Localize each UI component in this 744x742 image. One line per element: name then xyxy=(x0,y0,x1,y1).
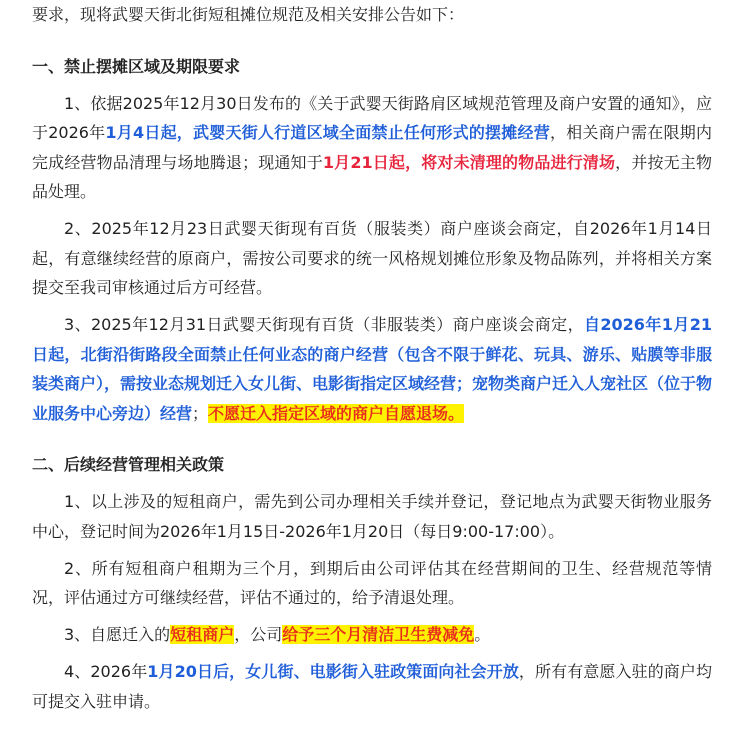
paragraph xyxy=(32,214,712,303)
text-run: ，并按无主物品处理。 xyxy=(32,152,712,201)
highlighted-text: 给予三个月清洁卫生费减免 xyxy=(282,625,475,644)
section-heading xyxy=(32,450,712,480)
emphasis-blue-text: 1月4日起，武婴天街人行道区域全面禁止任何形式的摆摊经营 xyxy=(105,123,550,142)
emphasis-red-text: 1月21日起，将对未清理的物品进行清场 xyxy=(322,152,616,172)
highlighted-text: 不愿迁入指定区域的商户自愿退场。 xyxy=(208,403,465,423)
text-run: ，相关商户需在限期内完成经营物品清理与场地腾退；现通知于 xyxy=(32,123,712,172)
text-run: 1、依据2025年12月30日发布的《关于武婴天街路肩区域规范管理及商户安置的通知》，应于2026年 xyxy=(32,93,712,142)
text-run: 要求，现将武婴天街北街短租摊位规范及相关安排公告如下： xyxy=(32,5,465,24)
text-run: 二、后续经营管理相关政策 xyxy=(32,455,225,474)
paragraph xyxy=(32,657,712,716)
text-run: 。 xyxy=(474,625,491,644)
paragraph xyxy=(32,310,712,428)
paragraph xyxy=(32,487,712,546)
text-run: 2、所有短租商户租期为三个月，到期后由公司评估其在经营期间的卫生、经营规范等情况，评估通过方可继续经营，评估不通过的，给予清退处理。 xyxy=(32,558,712,607)
paragraph xyxy=(32,620,712,650)
text-run: ，所有有意愿入驻的商户均可提交入驻申请。 xyxy=(32,662,712,711)
text-run: 4、2026年 xyxy=(64,662,148,681)
section-heading xyxy=(32,52,712,82)
text-run: 3、自愿迁入的 xyxy=(64,625,171,644)
paragraph xyxy=(32,554,712,613)
highlighted-text: 短租商户 xyxy=(170,625,235,644)
text-run: ，公司 xyxy=(234,625,283,644)
text-run: 3、2025年12月31日武婴天街现有百货（非服装类）商户座谈会商定， xyxy=(64,315,584,334)
paragraph xyxy=(32,89,712,207)
text-run: 2、2025年12月23日武婴天街现有百货（服装类）商户座谈会商定，自2026年1月14日起，有意继续经营的原商户，需按公司要求的统一风格规划摊位形象及物品陈列，并将相关方案提交至我司审核通过后方可经营。 xyxy=(32,219,712,297)
announcement-document xyxy=(32,0,712,724)
text-run: ； xyxy=(192,403,209,423)
text-run: 一、禁止摆摊区域及期限要求 xyxy=(32,56,241,76)
emphasis-blue-text: 自2026年1月21日起，北街沿街路段全面禁止任何业态的商户经营（包含不限于鲜花、玩具、游乐、贴膜等非服装类商户），需按业态规划迁入女儿街、电影街指定区域经营；宠物类商户迁入人宠社区（位于物业服务中心旁边）经营 xyxy=(32,315,713,423)
emphasis-blue-text: 1月20日后，女儿街、电影街入驻政策面向社会开放 xyxy=(147,662,519,681)
text-run: 1、以上涉及的短租商户，需先到公司办理相关手续并登记，登记地点为武婴天街物业服务中心，登记时间为2026年1月15日-2026年1月20日（每日9:00-17:00）。 xyxy=(32,492,712,541)
paragraph xyxy=(32,0,712,30)
